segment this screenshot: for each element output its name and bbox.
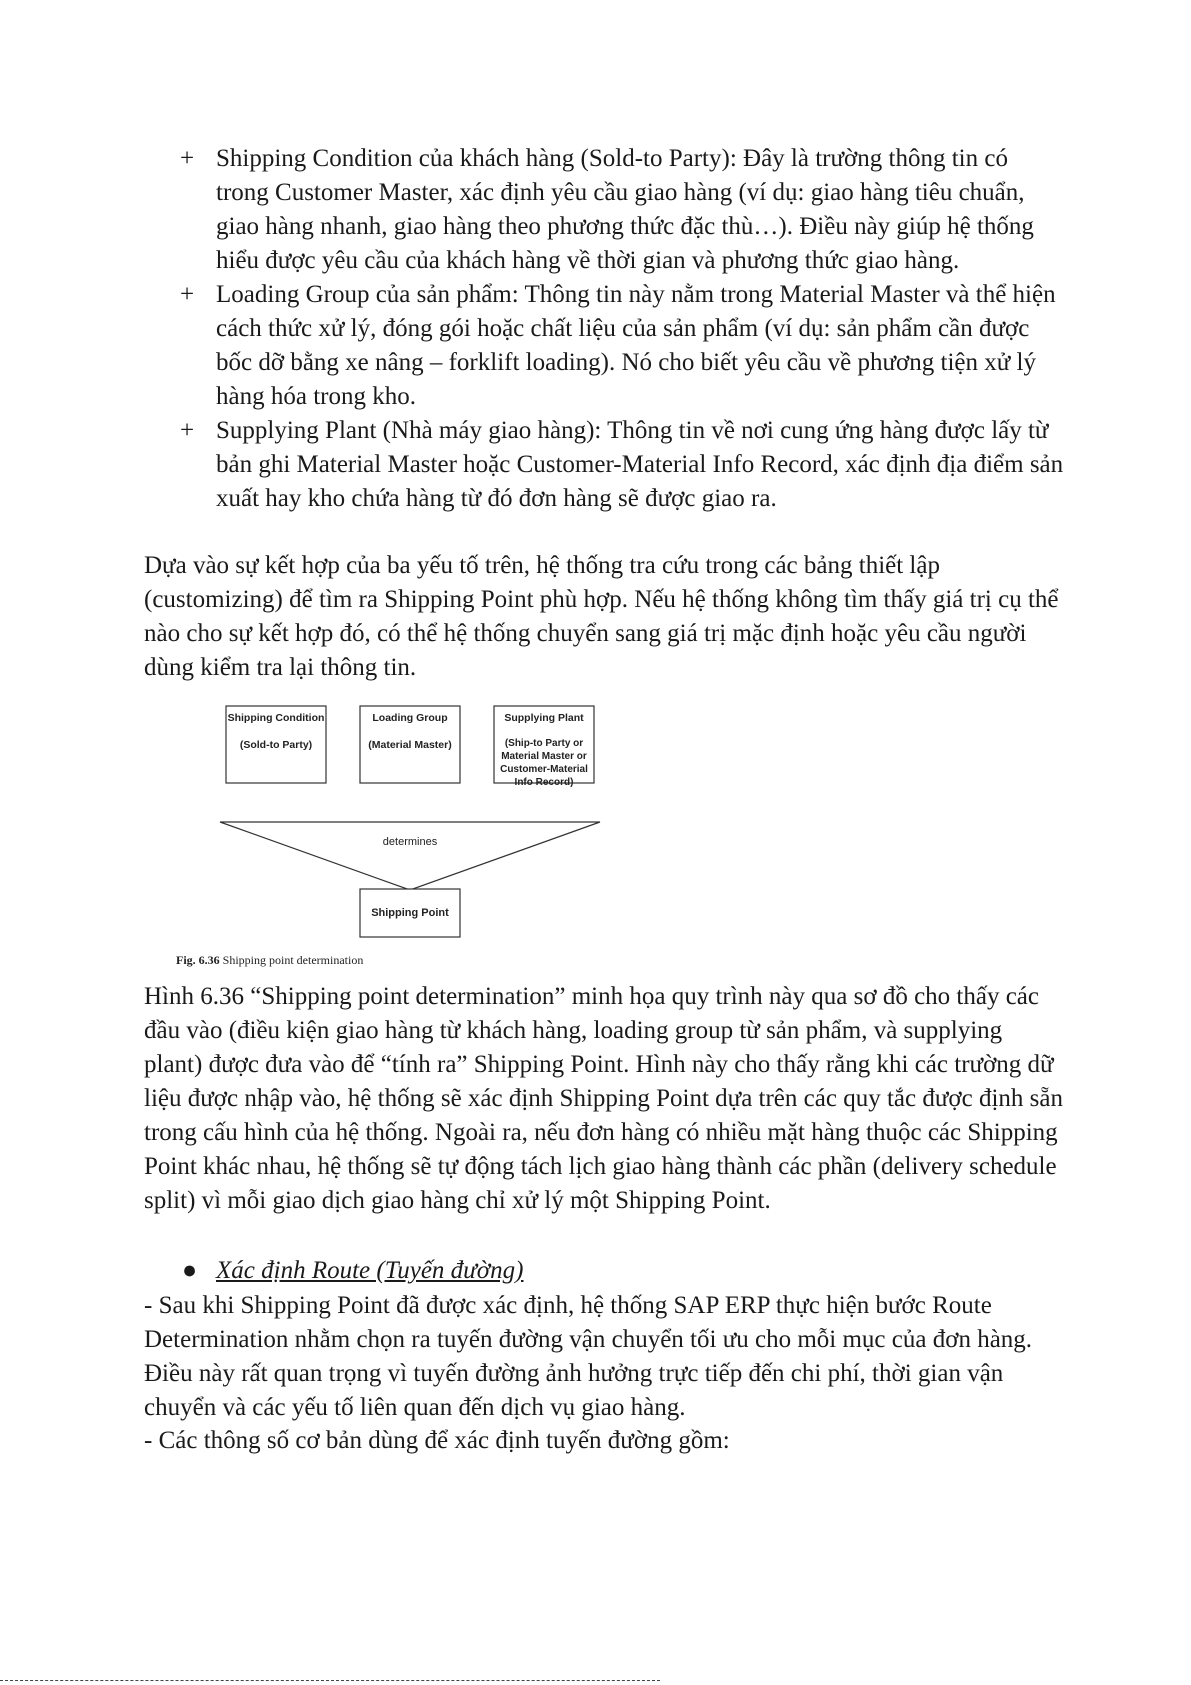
bullet-item <box>144 1254 1064 1288</box>
bullet-dot: ● <box>182 1257 198 1284</box>
box-2-subtitle: (Material Master) <box>368 739 452 751</box>
list-item <box>144 278 1064 414</box>
paragraph-combination: Dựa vào sự kết hợp của ba yếu tố trên, hệ thống tra cứu trong các bảng thiết lập (customizing) để tìm ra Shipping Point phù hợp. Nếu hệ thống không tìm thấy giá trị cụ thể nào cho sự kết hợp đó, có thể hệ thống chuyển sang giá trị mặc định hoặc yêu cầu người dùng kiểm tra lại thông tin. <box>144 552 1059 681</box>
bullet-heading: Xác định Route (Tuyến đường) <box>216 1257 524 1284</box>
plus-marker: + <box>180 417 195 444</box>
caption-number: Fig. 6.36 <box>176 953 220 967</box>
caption-text: Shipping point determination <box>222 953 364 967</box>
result-box-label: Shipping Point <box>371 907 449 919</box>
footer-divider <box>0 1680 660 1681</box>
plus-marker: + <box>180 281 195 308</box>
paragraph-route: - Sau khi Shipping Point đã được xác định, hệ thống SAP ERP thực hiện bước Route Determination nhằm chọn ra tuyến đường vận chuyển tối ưu cho mỗi mục của đơn hàng. Điều này rất quan trọng vì tuyến đường ảnh hưởng trực tiếp đến chi phí, thời gian vận chuyển và các yếu tố liên quan đến dịch vụ giao hàng. <box>144 1292 1033 1421</box>
box-2-title: Loading Group <box>372 712 448 724</box>
plus-marker: + <box>180 145 195 172</box>
list-item <box>144 142 1064 278</box>
list-item-text: Loading Group của sản phẩm: Thông tin này nằm trong Material Master và thể hiện cách thức xử lý, đóng gói hoặc chất liệu của sản phẩm (ví dụ: sản phẩm cần được bốc dỡ bằng xe nâng – forklift loading). Nó cho biết yêu cầu về phương tiện xử lý hàng hóa trong kho. <box>216 281 1056 410</box>
paragraph-params: - Các thông số cơ bản dùng để xác định tuyến đường gồm: <box>144 1427 730 1454</box>
shipping-point-diagram <box>172 700 612 970</box>
list-item-text: Supplying Plant (Nhà máy giao hàng): Thông tin về nơi cung ứng hàng được lấy từ bản ghi Material Master hoặc Customer-Material Info Record, xác định địa điểm sản xuất hay kho chứa hàng từ đó đơn hàng sẽ được giao ra. <box>216 417 1064 512</box>
arrow-label: determines <box>382 836 438 848</box>
list-item-text: Shipping Condition của khách hàng (Sold-to Party): Đây là trường thông tin có trong Customer Master, xác định yêu cầu giao hàng (ví dụ: giao hàng tiêu chuẩn, giao hàng nhanh, giao hàng theo phương thức đặc thù…). Điều này giúp hệ thống hiểu được yêu cầu của khách hàng về thời gian và phương thức giao hàng. <box>216 145 1034 274</box>
box-3-title: Supplying Plant <box>504 712 584 724</box>
paragraph-figure-explanation: Hình 6.36 “Shipping point determination” minh họa quy trình này qua sơ đồ cho thấy các đầu vào (điều kiện giao hàng từ khách hàng, loading group từ sản phẩm, và supplying plant) được đưa vào để “tính ra” Shipping Point. Hình này cho thấy rằng khi các trường dữ liệu được nhập vào, hệ thống sẽ xác định Shipping Point dựa trên các quy tắc được định sẵn trong cấu hình của hệ thống. Ngoài ra, nếu đơn hàng có nhiều mặt hàng thuộc các Shipping Point khác nhau, hệ thống sẽ tự động tách lịch giao hàng thành các phần (delivery schedule split) vì mỗi giao dịch giao hàng chỉ xử lý một Shipping Point. <box>144 983 1063 1214</box>
box-1-subtitle: (Sold-to Party) <box>239 739 313 751</box>
box-1-title: Shipping Condition <box>227 712 325 724</box>
box-3-subtitle: (Ship-to Party or Material Master or Customer-Material Info Record) <box>500 738 588 788</box>
plus-list <box>144 142 1064 516</box>
list-item <box>144 414 1064 516</box>
determines-arrow <box>220 822 600 890</box>
figure-caption <box>176 953 363 968</box>
